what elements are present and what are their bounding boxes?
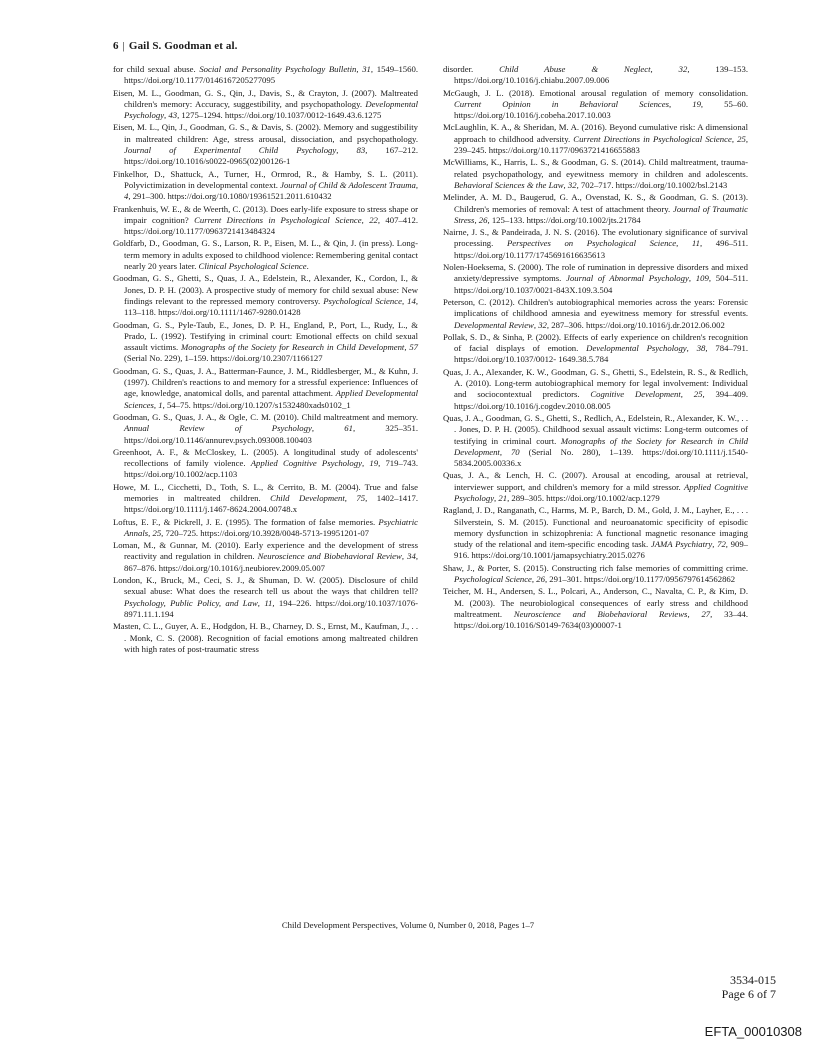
reference-volume: 57	[409, 342, 419, 353]
reference-text: ,	[401, 551, 408, 562]
reference-source: Applied Cognitive Psychology	[250, 458, 362, 469]
reference-text: ,	[688, 273, 696, 284]
reference-text: Finkelhor, D., Shattuck, A., Turner, H., Ormrod, R., & Hamby, S. L. (2011). Polyvictimization in developmental context.	[113, 168, 418, 190]
reference-entry	[113, 575, 418, 620]
reference-source: Social and Personality Psychology Bulletin	[199, 64, 357, 74]
reference-entry	[443, 262, 748, 296]
reference-volume: 38	[696, 343, 706, 354]
reference-text: ,	[669, 98, 693, 109]
reference-text: , 139–153. https://doi.org/10.1016/j.chiabu.2007.09.006	[454, 64, 748, 86]
reference-text: , 125–133. https://doi.org/10.1002/jts.21784	[487, 214, 641, 225]
reference-entry	[443, 157, 748, 191]
reference-volume: 22	[369, 214, 378, 225]
reference-entry	[443, 586, 748, 631]
reference-volume: 25	[693, 389, 703, 400]
reference-text: Shaw, J., & Porter, S. (2015). Constructing rich false memories of committing crime.	[443, 562, 748, 573]
reference-text: ,	[687, 608, 702, 619]
reference-text: ,	[401, 295, 408, 306]
reference-source: Psychological Science	[323, 295, 402, 306]
reference-source: Annual Review of Psychology	[124, 423, 312, 434]
reference-entry	[113, 540, 418, 574]
reference-text: , 289–305. https://doi.org/10.1002/acp.1279	[507, 492, 660, 503]
reference-entry	[113, 517, 418, 540]
reference-text: , 784–791. https://doi.org/10.1037/0012- 1649.38.5.784	[454, 343, 748, 365]
reference-text: Loman, M., & Gunnar, M. (2010). Early experience and the development of stress reactivity and regulation in children.	[113, 540, 418, 562]
reference-text: , 720–725. https://doi.org/10.3928/0048-5713-19951201-07	[161, 527, 370, 538]
reference-entry	[443, 367, 748, 412]
reference-volume: 4	[124, 191, 129, 202]
reference-text: McLaughlin, K. A., & Sheridan, M. A. (2016). Beyond cumulative risk: A dimensional approach to childhood adversity.	[443, 122, 748, 144]
reference-entry	[113, 273, 418, 318]
reference-source: Monographs of the Society for Research in Child Development	[181, 342, 405, 353]
reference-entry	[443, 192, 748, 226]
reference-volume: 25	[737, 133, 746, 144]
reference-text: ,	[676, 238, 692, 249]
reference-volume: 19	[369, 458, 379, 469]
reference-text: Loftus, E. F., & Pickrell, J. E. (1995). The formation of false memories.	[113, 516, 379, 527]
reference-volume: 26	[536, 574, 545, 585]
reference-text: Nairne, J. S., & Pandeirada, J. N. S. (2016). The evolutionary significance of survival processing.	[443, 227, 748, 249]
reference-entry	[443, 505, 748, 561]
reference-source: JAMA Psychiatry	[650, 539, 713, 550]
reference-text: , 504–511. https://doi.org/10.1037/0021-843X.109.3.504	[454, 273, 749, 295]
reference-entry	[113, 320, 418, 365]
reference-text: Goodman, G. S., Ghetti, S., Quas, J. A., Edelstein, R., Alexander, K., Cordon, I., & Jones, D. P. H. (2003). A prospective study of memory for child sexual abuse: New findings relevant to the repressed memory controversy.	[113, 273, 418, 306]
reference-text: Howe, M. L., Cicchetti, D., Toth, S. L., & Cerrito, B. M. (2004). True and false memories in maltreated children.	[113, 481, 418, 503]
reference-entry	[443, 470, 748, 504]
reference-volume: 27	[701, 608, 711, 619]
reference-text: Goodman, G. S., Quas, J. A., Batterman-Faunce, J. M., Riddlesberger, M., & Kuhn, J. (1997). Children's reactions to and memory for a stressful experience: Influences of age, knowledge, anatomical dolls, and parental attachment.	[113, 365, 418, 399]
reference-text: ,	[153, 399, 159, 410]
reference-text: Teicher, M. H., Andersen, S. L., Polcari, A., Anderson, C., Navalta, C. P., & Kim, D. M. (2003). The neurobiological consequences of early stress and childhood maltreatment.	[443, 586, 748, 619]
reference-text: ,	[148, 527, 153, 538]
reference-entry	[113, 88, 418, 122]
reference-text: Melinder, A. M. D., Baugerud, G. A., Ovenstad, K. S., & Goodman, G. S. (2013). Children's memories of removal: A test of attachment theory.	[443, 192, 748, 214]
reference-entry	[113, 169, 418, 203]
reference-text: ,	[404, 342, 410, 353]
reference-volume: 14	[407, 295, 416, 306]
reference-source: Clinical Psychological Science	[198, 261, 307, 272]
reference-source: Developmental Psychology	[586, 343, 687, 354]
reference-text: Frankenhuis, W. E., & de Weerth, C. (2013). Does early-life exposure to stress shape or impair cognition?	[113, 203, 418, 225]
reference-text: , 291–301. https://doi.org/10.1177/0956797614562862	[544, 574, 736, 585]
reference-entry	[113, 238, 418, 272]
reference-source: Journal of Experimental Child Psychology	[124, 145, 337, 156]
reference-volume: 11	[264, 597, 273, 608]
reference-source: Current Opinion in Behavioral Sciences	[454, 98, 670, 109]
reference-text: ,	[712, 539, 718, 550]
reference-volume: 83	[356, 145, 366, 156]
reference-text: ,	[415, 179, 418, 190]
reference-text: Masten, C. L., Guyer, A. E., Hodgdon, H. B., Charney, D. S., Ernst, M., Kaufman, J., . . . Monk, C. S. (2008). Recognition of facial emotions among maltreated children with high rates of post-traumatic stress	[113, 621, 418, 654]
reference-text: , 239–245. https://doi.org/10.1177/0963721416655883	[454, 133, 748, 156]
reference-source: Psychiatric Annals	[124, 516, 418, 538]
running-header	[113, 40, 237, 52]
stamp-page-label: Page 6 of 7	[721, 986, 776, 1001]
reference-text: , 1275–1294. https://doi.org/10.1037/0012-1649.43.6.1275	[177, 110, 382, 121]
reference-text: , 1402–1417. https://doi.org/10.1111/j.1467-8624.2004.00748.x	[124, 492, 419, 515]
reference-text: Peterson, C. (2012). Children's autobiographical memories across the years: Forensic implications of childhood amnesia and eyewitness memory for stressful events.	[443, 296, 748, 319]
reference-entry	[113, 412, 418, 446]
reference-text: , 702–717. https://doi.org/10.1002/bsl.2143	[576, 179, 728, 190]
reference-text: , 54–75. https://doi.org/10.1207/s1532480xads0102_1	[162, 399, 351, 410]
reference-text: , 719–743. https://doi.org/10.1002/acp.1103	[124, 458, 419, 480]
header-authors: Gail S. Goodman et al.	[128, 40, 238, 52]
reference-text: , 291–300. https://doi.org/10.1080/19361521.2011.610432	[128, 191, 332, 202]
reference-text: ,	[533, 319, 539, 330]
reference-text: McWilliams, K., Harris, L. S., & Goodman, G. S. (2014). Child maltreatment, trauma-related psychopathology, and eyewitness memory in children and adolescents.	[443, 157, 748, 179]
reference-text: , 55–60. https://doi.org/10.1016/j.cobeha.2017.10.003	[454, 98, 749, 121]
reference-source: Neuroscience and Biobehavioral Reviews	[513, 608, 688, 619]
stamp-doc-id: 3534-015	[730, 973, 776, 987]
reference-volume: 61	[344, 423, 353, 434]
reference-entry	[443, 332, 748, 366]
reference-text: , 325–351. https://doi.org/10.1146/annurev.psych.093008.100403	[124, 423, 418, 445]
reference-text: ,	[680, 389, 694, 400]
reference-volume: 72	[717, 539, 726, 550]
reference-text: ,	[344, 492, 357, 503]
reference-text: ,	[164, 110, 169, 121]
reference-volume: 19	[692, 98, 701, 109]
reference-volume: 32	[678, 64, 688, 74]
reference-text: Greenhoot, A. F., & McCloskey, L. (2005). A longitudinal study of adolescents' recollections of family violence.	[113, 446, 418, 469]
reference-source: Neuroscience and Biobehavioral Review	[257, 551, 402, 562]
reference-text: Quas, J. A., Alexander, K. W., Goodman, G. S., Ghetti, S., Edelstein, R. S., & Redlich, A. (2010). Long-term autobiographical memory for legal involvement: Individual and sociocontextual predictors.	[443, 366, 748, 400]
reference-source: Developmental Psychology	[124, 98, 418, 121]
bates-number: EFTA_00010308	[704, 1024, 802, 1039]
reference-text: , 496–511. https://doi.org/10.1177/1745691616635613	[454, 238, 749, 260]
reference-entry	[443, 297, 748, 331]
reference-volume: 43	[168, 110, 178, 121]
reference-text: disorder.	[443, 64, 500, 74]
reference-source: Psychological Science	[454, 574, 532, 585]
reference-text: (Serial No. 280), 1–139. https://doi.org/10.1111/j.1540-5834.2005.00336.x	[454, 446, 749, 469]
reference-text: ,	[563, 179, 568, 190]
reference-source: Journal of Traumatic Stress	[454, 203, 748, 225]
reference-text: Goodman, G. S., Quas, J. A., & Ogle, C. M. (2010). Child maltreatment and memory.	[113, 411, 418, 422]
reference-volume: 31	[362, 64, 371, 74]
reference-entry	[113, 366, 418, 411]
reference-volume: 70	[510, 446, 520, 457]
reference-source: Child Development	[270, 492, 345, 503]
reference-text: Eisen, M. L., Goodman, G. S., Qin, J., Davis, S., & Crayton, J. (2007). Maltreated children's memory: Accuracy, suggestibility, and psychopathology.	[113, 87, 418, 109]
reference-entry	[443, 227, 748, 261]
page-number: 6	[113, 40, 119, 52]
reference-entry	[443, 88, 748, 122]
references-right-column	[443, 64, 748, 633]
header-separator: |	[122, 40, 125, 52]
reference-text: , 407–412. https://doi.org/10.1177/0963721413484324	[124, 214, 419, 237]
reference-source: Psychology, Public Policy, and Law	[124, 597, 258, 608]
reference-source: Journal of Abnormal Psychology	[566, 273, 689, 284]
reference-volume: 21	[498, 492, 508, 503]
reference-text: ,	[361, 214, 370, 225]
reference-entry	[113, 204, 418, 238]
reference-text: Ragland, J. D., Ranganath, C., Harms, M. P., Barch, D. M., Gold, J. M., Layher, E., . . . Silverstein, S. M. (2015). Functional and neuroanatomic specificity of episodic memory dysfunction in schizophrenia: A functional magnetic resonance imaging study of the relational and item-specific encoding task.	[443, 505, 748, 550]
reference-volume: 109	[695, 273, 709, 284]
reference-volume: 1	[158, 399, 163, 410]
reference-text: , 113–118. https://doi.org/10.1111/1467-9280.01428	[124, 295, 419, 318]
reference-source: Perspectives on Psychological Science	[506, 238, 677, 249]
reference-text: ,	[494, 492, 499, 503]
reference-entry	[113, 482, 418, 516]
reference-text: ,	[531, 574, 537, 585]
reference-volume: 25	[152, 527, 162, 538]
reference-entry	[443, 64, 748, 87]
journal-footer: Child Development Perspectives, Volume 0, Number 0, 2018, Pages 1–7	[281, 920, 535, 930]
reference-text: ,	[311, 423, 345, 434]
reference-source: Journal of Child & Adolescent Trauma	[280, 179, 416, 190]
reference-text: , 287–306. https://doi.org/10.1016/j.dr.2012.06.002	[546, 319, 725, 330]
reference-entry	[443, 563, 748, 586]
reference-entry	[113, 122, 418, 167]
reference-source: Applied Developmental Sciences	[124, 388, 419, 410]
references-left-column	[113, 64, 418, 656]
reference-volume: 75	[356, 492, 366, 503]
reference-entry	[113, 64, 418, 87]
reference-text: , 394–409. https://doi.org/10.1016/j.cogdev.2010.08.005	[454, 389, 749, 411]
reference-text: ,	[650, 64, 679, 74]
reference-source: Current Directions in Psychological Science	[573, 133, 732, 144]
reference-source: Applied Cognitive Psychology	[454, 481, 748, 503]
reference-text: .	[306, 261, 309, 272]
reference-entry	[113, 447, 418, 481]
reference-volume: 11	[691, 238, 700, 249]
reference-text: ,	[257, 597, 265, 608]
reference-volume: 32	[567, 179, 577, 190]
document-stamp	[722, 974, 776, 1001]
reference-text: Goldfarb, D., Goodman, G. S., Larson, R. P., Eisen, M. L., & Qin, J. (in press). Long-term memory in adults exposed to childhood violence: Remembering genital contact nearly 20 years later.	[113, 238, 418, 272]
reference-text: McGaugh, J. L. (2018). Emotional arousal regulation of memory consolidation.	[443, 87, 748, 98]
reference-text: London, K., Bruck, M., Ceci, S. J., & Shuman, D. W. (2005). Disclosure of child sexual abuse: What does the research tell us about the ways that children tell?	[113, 575, 418, 597]
reference-source: Developmental Review	[454, 319, 534, 330]
reference-volume: 34	[407, 551, 416, 562]
reference-text: ,	[474, 214, 479, 225]
reference-volume: 26	[478, 214, 488, 225]
reference-text: Nolen-Hoeksema, S. (2000). The role of rumination in depressive disorders and mixed anxiety/depressive symptoms.	[443, 262, 748, 284]
reference-text: ,	[686, 343, 697, 354]
reference-source: Current Directions in Psychological Science	[194, 214, 362, 225]
reference-volume: 32	[538, 319, 547, 330]
reference-entry	[443, 122, 748, 156]
reference-text: (Serial No. 229), 1–159. https://doi.org/10.2307/1166127	[124, 353, 323, 364]
reference-text: ,	[356, 64, 363, 74]
reference-text: , 867–876. https://doi.org/10.1016/j.neubiorev.2009.05.007	[124, 551, 418, 573]
reference-text: , 194–226. https://doi.org/10.1037/1076-8971.11.1.194	[124, 597, 419, 619]
reference-text: ,	[731, 133, 738, 144]
reference-entry	[113, 621, 418, 655]
reference-source: Monographs of the Society for Research in Child Development	[454, 435, 748, 457]
reference-text: Quas, J. A., Goodman, G. S., Ghetti, S., Redlich, A., Edelstein, R., Alexander, K. W., . . . Jones, D. P. H. (2005). Childhood sexual assault victims: Long-term outcomes of testifying in criminal court.	[443, 412, 748, 446]
reference-entry	[443, 413, 748, 469]
reference-text: , 167–212. https://doi.org/10.1016/s0022-0965(02)00126-1	[124, 145, 419, 167]
reference-source: Behavioral Sciences & the Law	[454, 179, 564, 190]
reference-text: ,	[336, 145, 357, 156]
reference-text: Goodman, G. S., Pyle-Taub, E., Jones, D. P. H., England, P., Port, L., Rudy, L., & Prado, L. (1992). Testifying in criminal court: Emotional effects on child sexual assault victims.	[113, 319, 418, 353]
reference-text: Quas, J. A., & Lench, H. C. (2007). Arousal at encoding, arousal at retrieval, interviewer support, and children's memory for a mild stressor.	[443, 470, 748, 492]
reference-source: Cognitive Development	[590, 389, 681, 400]
reference-text: , 33–44. https://doi.org/10.1016/S0149-7634(03)00007-1	[454, 608, 749, 631]
reference-text: Eisen, M. L., Qin, J., Goodman, G. S., & Davis, S. (2002). Memory and suggestibility in maltreated children: Age, stress arousal, dissociation, and psychopathology.	[113, 122, 418, 144]
reference-source: Child Abuse & Neglect	[499, 64, 651, 74]
reference-text: ,	[361, 458, 370, 469]
reference-text: ,	[499, 446, 511, 457]
reference-text: for child sexual abuse.	[113, 64, 200, 74]
reference-text: , 1549–1560. https://doi.org/10.1177/0146167205277095	[124, 64, 418, 86]
reference-text: , 909–916. https://doi.org/10.1001/jamapsychiatry.2015.0276	[454, 539, 749, 561]
reference-text: Pollak, S. D., & Sinha, P. (2002). Effects of early experience on children's recognition of facial displays of emotion.	[443, 331, 748, 354]
